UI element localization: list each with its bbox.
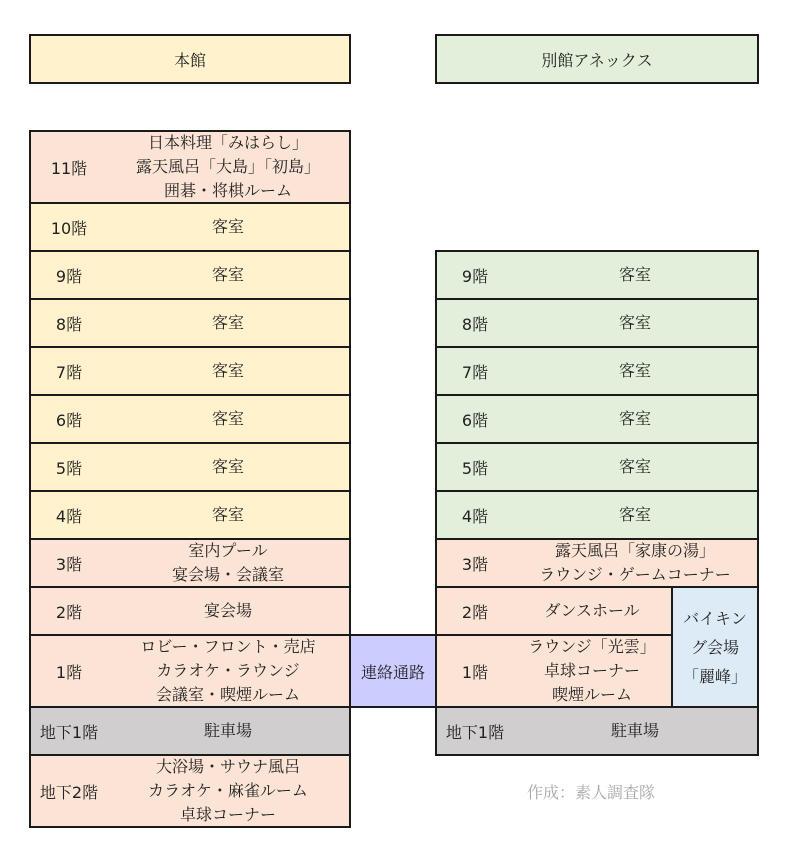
floor-label: 4階 [461, 506, 489, 526]
floor-label: 6階 [55, 410, 83, 430]
facility-line: 日本料理「みはらし」 [147, 133, 308, 152]
facility-line: 卓球コーナー [543, 661, 640, 680]
facility-line: 客室 [211, 361, 244, 380]
floor-label: 地下2階 [39, 782, 99, 802]
facility-line: 喫煙ルーム [551, 685, 632, 704]
facility-line: 宴会場 [203, 601, 252, 620]
floor-label: 5階 [55, 458, 83, 478]
floor-facilities [107, 539, 349, 587]
annex-floor-row [435, 586, 673, 636]
floor-label: 8階 [55, 314, 83, 334]
facility-line: 客室 [618, 505, 651, 524]
floor-label: 1階 [461, 662, 489, 682]
main-building-title: 本館 [173, 50, 206, 70]
floor-facilities [513, 263, 757, 287]
viking-venue [671, 586, 759, 708]
facility-line: 露天風呂「大島」「初島」 [135, 157, 320, 176]
floor-facilities [107, 215, 349, 239]
annex-floor-row [435, 250, 759, 300]
floor-label: 10階 [50, 218, 88, 238]
facility-line: 露天風呂「家康の湯」 [554, 541, 715, 560]
floor-facilities [513, 455, 757, 479]
facility-line: 客室 [211, 457, 244, 476]
facility-line: ロビー・フロント・売店 [140, 637, 316, 656]
main-floor-row [29, 202, 351, 252]
viking-venue-line: グ会場 [690, 637, 739, 657]
facility-line: ダンスホール [544, 601, 640, 620]
floor-facilities [513, 539, 757, 587]
facility-line: 客室 [618, 313, 651, 332]
main-floor-row [29, 490, 351, 540]
main-floor-row [29, 442, 351, 492]
floor-facilities [513, 719, 757, 743]
facility-line: 会議室・喫煙ルーム [155, 685, 300, 704]
main-floor-row [29, 586, 351, 636]
facility-line: 大浴場・サウナ風呂 [155, 757, 300, 776]
main-floor-row [29, 298, 351, 348]
floor-label: 2階 [55, 602, 83, 622]
floor-label: 9階 [461, 266, 489, 286]
floor-label: 2階 [461, 602, 489, 622]
floor-label: 5階 [461, 458, 489, 478]
viking-venue-line: 「麗峰」 [682, 666, 747, 686]
floor-facilities [107, 719, 349, 743]
facility-line: 客室 [618, 409, 651, 428]
facility-line: 客室 [211, 265, 244, 284]
floor-label: 9階 [55, 266, 83, 286]
floor-facilities [107, 359, 349, 383]
floor-facilities [107, 263, 349, 287]
facility-line: 客室 [618, 457, 651, 476]
floor-label: 地下1階 [39, 722, 99, 742]
floor-facilities [107, 311, 349, 335]
floor-facilities [107, 599, 349, 623]
annex-building-title: 別館アネックス [541, 50, 653, 70]
facility-line: ラウンジ「光雲」 [528, 637, 656, 656]
facility-line: 駐車場 [610, 721, 659, 740]
floor-label: 7階 [55, 362, 83, 382]
facility-line: 囲碁・将棋ルーム [163, 181, 292, 200]
floor-facilities [107, 407, 349, 431]
facility-line: 宴会場・会議室 [171, 565, 284, 584]
floor-facilities [107, 635, 349, 707]
facility-line: 客室 [211, 313, 244, 332]
floor-facilities [513, 311, 757, 335]
annex-floor-row [435, 634, 673, 708]
facility-line: 客室 [618, 361, 651, 380]
connecting-corridor-label: 連絡通路 [360, 662, 425, 682]
facility-line: 卓球コーナー [179, 805, 276, 824]
floor-label: 8階 [461, 314, 489, 334]
annex-floor-row [435, 298, 759, 348]
annex-floor-row [435, 442, 759, 492]
viking-venue-line: バイキン [683, 608, 747, 628]
floor-label: 7階 [461, 362, 489, 382]
facility-line: 客室 [618, 265, 651, 284]
floor-label: 地下1階 [445, 722, 505, 742]
floor-facilities [107, 455, 349, 479]
main-floor-row [29, 394, 351, 444]
facility-line: ラウンジ・ゲームコーナー [539, 565, 731, 584]
facility-line: カラオケ・ラウンジ [156, 661, 300, 680]
main-floor-row [29, 634, 351, 708]
floor-label: 1階 [55, 662, 83, 682]
main-floor-row [29, 250, 351, 300]
floor-label: 3階 [55, 554, 83, 574]
annex-floor-row [435, 490, 759, 540]
facility-line: カラオケ・麻雀ルーム [148, 781, 308, 800]
main-floor-row [29, 754, 351, 828]
facility-line: 室内プール [188, 541, 268, 560]
floor-label: 3階 [461, 554, 489, 574]
annex-floor-row [435, 346, 759, 396]
main-building-header [29, 34, 351, 84]
floor-facilities [513, 635, 671, 707]
annex-floor-row [435, 538, 759, 588]
facility-line: 客室 [211, 217, 244, 236]
facility-line: 客室 [211, 505, 244, 524]
facility-line: 客室 [211, 409, 244, 428]
floor-facilities [513, 599, 671, 623]
floor-label: 6階 [461, 410, 489, 430]
main-floor-row [29, 130, 351, 204]
annex-building-header [435, 34, 759, 84]
annex-floor-row [435, 706, 759, 756]
floor-label: 11階 [50, 158, 88, 178]
floor-facilities [513, 407, 757, 431]
floor-facilities [107, 131, 349, 203]
credit-text: 作成：素人調査隊 [527, 783, 656, 802]
floor-facilities [513, 359, 757, 383]
annex-floor-row [435, 394, 759, 444]
main-floor-row [29, 706, 351, 756]
main-floor-row [29, 538, 351, 588]
floor-facilities [107, 503, 349, 527]
floor-facilities [107, 755, 349, 827]
connecting-corridor [349, 634, 437, 708]
floor-facilities [513, 503, 757, 527]
main-floor-row [29, 346, 351, 396]
floor-label: 4階 [55, 506, 83, 526]
facility-line: 駐車場 [203, 721, 252, 740]
